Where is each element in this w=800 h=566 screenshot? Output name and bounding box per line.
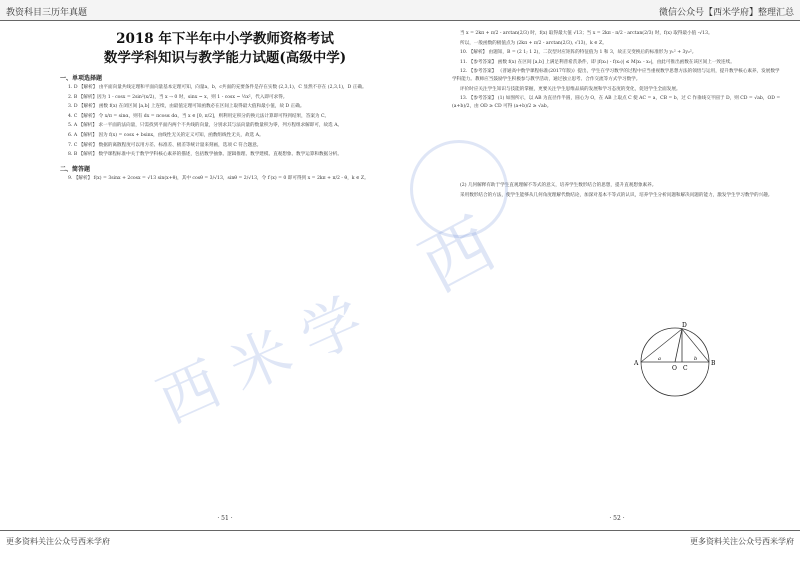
point-label-o: O [672,365,677,372]
page-title-line2: 数学学科知识与教学能力试题(高级中学) [103,50,347,66]
answer-paragraph: 4. C 【解析】 令 x/π = sinα，则有 dx = πcosα dα，当 x ∈ [0, π/2]，则利用定积分的换元法计算即可得到结果，答案为 C。 [68,113,330,119]
answer-paragraph: 采用数形结合的方法，使学生能够从几何角度理解代数结论，加深对基本不等式的认识，培养学生分析问题和解决问题的能力，激发学生学习数学的兴趣。 [460,192,773,198]
answer-paragraph: 13. 【参考答案】 (1) 如图所示，以 AB 为直径作半圆，圆心为 O，在 AB 上取点 C 使 AC = a，CB = b，过 C 作垂线交半圆于 D，则 CD = √ab，OD = (a+b)/2，由 OD ≥ CD 可得 (a+b)/2 ≥ √ab。 [452,96,781,109]
footer-right-text: 更多资料关注公众号西米学府 [690,537,794,546]
answer-paragraph: 10. 【解析】 由题知，B = (2 1; 1 2)，二次型对应矩阵的特征值为 1 和 3，故正交变换后的标准形为 y₁² + 3y₂²。 [460,50,697,56]
page-title-line1: 2018 年下半年中小学教师资格考试 [116,31,334,47]
segment-label-a: a [658,356,661,362]
answer-paragraph: 8. B 【解析】 数学课程标准中关于数学学科核心素养的描述，包括数学抽象、逻辑推理、数学建模、直观想象、数学运算和数据分析。 [68,152,342,158]
page-number-right: · 52 · [609,515,625,522]
left-page [60,30,390,522]
point-label-b: B [711,360,716,367]
semicircle-figure [620,320,730,400]
right-page [452,30,782,522]
point-label-c: C [683,365,688,372]
page-number-left: · 51 · [217,515,233,522]
answer-paragraph: 11. 【参考答案】 函数 f(x) 在区间 [a,b] 上满足利普希茨条件，即 |f(x₁) - f(x₂)| ≤ M|x₁ - x₂|，由此可推出函数在该区间上一致连续。 [460,59,735,65]
answer-paragraph: 3. D 【解析】 函数 f(x) 在闭区间 [a,b] 上连续，由最值定理可知函数必在区间上取得最大值和最小值，故 D 正确。 [68,104,305,110]
segment-label-b: b [694,356,698,362]
section-heading-short-answer: 二、简答题 [60,165,91,173]
header-divider [0,20,800,21]
answer-paragraph: 1. D 【解析】 由平面向量共线定理和平面向量基本定理可知，向量a，b，c共面的充要条件是存在实数 (2,3,1)，C 显然不存在 (2,3,1)，D 正确。 [68,85,367,90]
answer-paragraph: 5. A 【解析】 求一平面的法向量，只需找到平面内两个不共线的向量，分别求其与法向量的数量积为零，列方程组求解即可，故选 A。 [68,123,343,129]
watermark-text: 西米学 [147,278,391,438]
answer-paragraph: 9. 【解析】 f(x) = 3sinx + 2cosx = √13 sin(x+θ)，其中 cosθ = 3/√13，sinθ = 2/√13，令 f′(x) = 0 即可得到 x = 2kπ + π/2 - θ，k ∈ Z。 [68,175,369,181]
answer-paragraph: 当 x = 2kπ + π/2 - arctan(2/3) 时，f(x) 取得最大值 √13；当 x = 2kπ - π/2 - arctan(2/3) 时，f(x) 取得最小值 -√13。 [460,31,713,36]
footer-left-text: 更多资料关注公众号西米学府 [6,537,110,546]
answer-paragraph: 2. B 【解析】因为 1 - cosx = 2sin²(x/2)，当 x → 0 时，sinx ~ x，则 1 - cosx ~ ½x²，代入即可求得。 [68,94,288,100]
header-right-text: 微信公众号【西米学府】整理汇总 [658,8,794,18]
answer-paragraph: 评价时应关注学生知识与技能的掌握，更要关注学生思维品质的发展和学习态度的变化，促进学生全面发展。 [460,86,681,92]
answer-paragraph: 6. A 【解析】 因为 f(x) = cosx + bsinx，由线性无关的定义可知，函数组线性无关，故选 A。 [68,132,264,138]
answer-paragraph: 7. C 【解析】 数据的离散程度可以用方差、标准差、极差等统计量来刻画，选项 C 符合题意。 [68,142,262,148]
watermark-stamp [410,140,508,238]
footer-divider [0,530,800,531]
header-left-text: 教资科目三历年真题 [6,8,88,18]
answer-paragraph: 12. 【参考答案】 《普通高中数学课程标准(2017年版)》提出，学生在学习数学的过程中应当重视数学思想方法的领悟与运用，提升数学核心素养，发展数学学科能力。教师应当鼓励学生积极参与教学活动，通过独立思考、合作交流等方式学习数学。 [452,69,780,82]
section-heading-choice: 一、单项选择题 [60,75,103,82]
watermark-text: 西 [407,202,508,308]
point-label-d: D [682,322,687,329]
answer-paragraph: (2) 几何解释有助于学生直观理解不等式的意义，培养学生数形结合的思想，提升直观想象素养。 [460,183,657,189]
answer-paragraph: 所以，一般函数的极值点为 (2kπ + π/2 - arctan(2/3), √13)，k ∈ Z。 [460,40,607,46]
point-label-a: A [634,360,639,367]
